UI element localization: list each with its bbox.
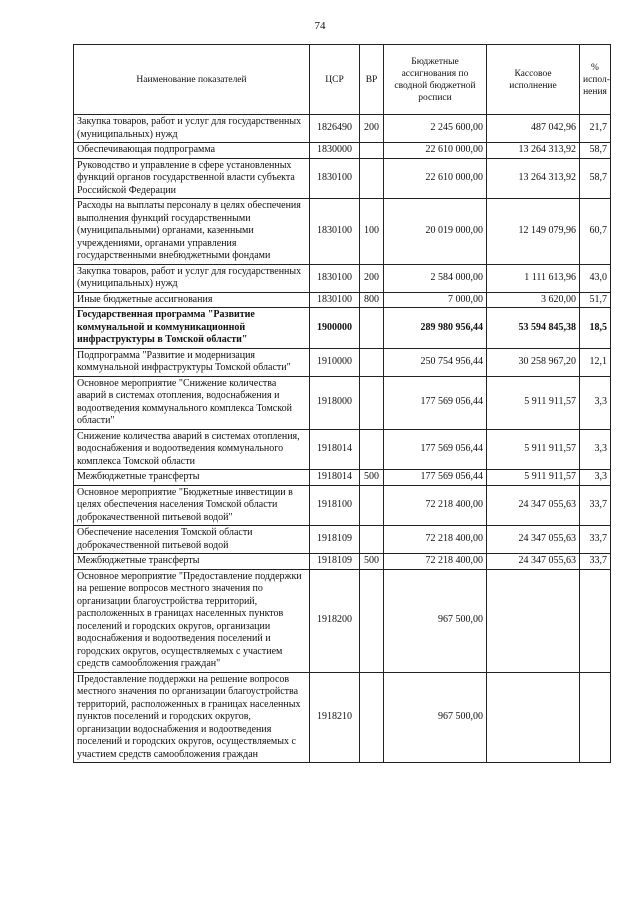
cell-csr: 1826490	[310, 115, 360, 143]
cell-cash: 13 264 313,92	[487, 158, 580, 199]
cell-csr: 1918100	[310, 485, 360, 526]
table-row	[74, 115, 611, 143]
column-header-csr: ЦСР	[310, 45, 360, 115]
cell-percent: 33,7	[580, 526, 611, 554]
cell-name: Обеспечивающая подпрограмма	[74, 143, 310, 159]
cell-budget: 177 569 056,44	[384, 470, 487, 486]
cell-vr	[360, 143, 384, 159]
table-body	[74, 115, 611, 763]
cell-budget: 72 218 400,00	[384, 554, 487, 570]
cell-csr: 1830100	[310, 264, 360, 292]
cell-vr	[360, 308, 384, 349]
cell-percent: 12,1	[580, 348, 611, 376]
cell-csr: 1918200	[310, 569, 360, 672]
cell-name: Обеспечение населения Томской области доброкачественной питьевой водой	[74, 526, 310, 554]
cell-budget: 2 245 600,00	[384, 115, 487, 143]
cell-cash: 24 347 055,63	[487, 554, 580, 570]
cell-budget: 20 019 000,00	[384, 199, 487, 265]
cell-name: Руководство и управление в сфере установленных функций органов государственной власти субъекта Российской Федерации	[74, 158, 310, 199]
cell-budget: 2 584 000,00	[384, 264, 487, 292]
cell-name: Расходы на выплаты персоналу в целях обеспечения выполнения функций государственными (муниципальными) органами, казенными учреждениями, органами управления государственными внебюджетными фондами	[74, 199, 310, 265]
cell-vr: 500	[360, 554, 384, 570]
cell-cash: 5 911 911,57	[487, 376, 580, 429]
cell-name: Межбюджетные трансферты	[74, 554, 310, 570]
table-header-row	[74, 45, 611, 115]
cell-name: Межбюджетные трансферты	[74, 470, 310, 486]
cell-cash	[487, 672, 580, 763]
cell-budget: 250 754 956,44	[384, 348, 487, 376]
cell-budget: 7 000,00	[384, 292, 487, 308]
cell-percent: 58,7	[580, 158, 611, 199]
cell-name: Иные бюджетные ассигнования	[74, 292, 310, 308]
cell-budget: 967 500,00	[384, 569, 487, 672]
cell-csr: 1918014	[310, 470, 360, 486]
cell-percent: 60,7	[580, 199, 611, 265]
cell-cash: 24 347 055,63	[487, 485, 580, 526]
cell-percent	[580, 569, 611, 672]
column-header-percent: % испол-нения	[580, 45, 611, 115]
cell-csr: 1830100	[310, 292, 360, 308]
column-header-budget: Бюджетные ассигнования по сводной бюджетной росписи	[384, 45, 487, 115]
cell-csr: 1918014	[310, 429, 360, 470]
cell-budget: 22 610 000,00	[384, 158, 487, 199]
cell-cash: 53 594 845,38	[487, 308, 580, 349]
cell-percent: 3,3	[580, 376, 611, 429]
table-row	[74, 158, 611, 199]
cell-percent: 58,7	[580, 143, 611, 159]
cell-cash: 5 911 911,57	[487, 429, 580, 470]
cell-name: Основное мероприятие "Предоставление поддержки на решение вопросов местного значения по организации благоустройства территорий, расположенных в границах населенных пунктов поселений и городских округов, организации водоснабжения и водоотведения поселений и городских округов, осуществляемых с участием средств самообложения граждан"	[74, 569, 310, 672]
cell-vr	[360, 569, 384, 672]
cell-budget: 177 569 056,44	[384, 376, 487, 429]
cell-budget: 967 500,00	[384, 672, 487, 763]
table-row	[74, 376, 611, 429]
cell-csr: 1830100	[310, 158, 360, 199]
table-row	[74, 199, 611, 265]
cell-vr	[360, 158, 384, 199]
cell-budget: 177 569 056,44	[384, 429, 487, 470]
cell-budget: 22 610 000,00	[384, 143, 487, 159]
page-number: 74	[314, 20, 326, 32]
table-row	[74, 526, 611, 554]
cell-cash: 487 042,96	[487, 115, 580, 143]
cell-percent: 21,7	[580, 115, 611, 143]
cell-csr: 1830000	[310, 143, 360, 159]
cell-percent: 33,7	[580, 554, 611, 570]
cell-percent	[580, 672, 611, 763]
cell-cash: 3 620,00	[487, 292, 580, 308]
cell-percent: 3,3	[580, 470, 611, 486]
table-row	[74, 429, 611, 470]
cell-vr	[360, 376, 384, 429]
column-header-name: Наименование показателей	[74, 45, 310, 115]
cell-cash	[487, 569, 580, 672]
cell-budget: 72 218 400,00	[384, 485, 487, 526]
cell-percent: 43,0	[580, 264, 611, 292]
table-row	[74, 292, 611, 308]
cell-vr: 200	[360, 264, 384, 292]
cell-name: Закупка товаров, работ и услуг для государственных (муниципальных) нужд	[74, 115, 310, 143]
budget-execution-table	[73, 44, 611, 763]
cell-vr	[360, 672, 384, 763]
cell-vr	[360, 348, 384, 376]
cell-cash: 5 911 911,57	[487, 470, 580, 486]
cell-csr: 1900000	[310, 308, 360, 349]
column-header-cash: Кассовое исполнение	[487, 45, 580, 115]
cell-name: Снижение количества аварий в системах отопления, водоснабжения и водоотведения коммунального комплекса Томской области	[74, 429, 310, 470]
cell-vr: 500	[360, 470, 384, 486]
cell-name: Закупка товаров, работ и услуг для государственных (муниципальных) нужд	[74, 264, 310, 292]
cell-cash: 30 258 967,20	[487, 348, 580, 376]
cell-cash: 1 111 613,96	[487, 264, 580, 292]
cell-budget: 289 980 956,44	[384, 308, 487, 349]
cell-percent: 18,5	[580, 308, 611, 349]
table-row	[74, 569, 611, 672]
cell-name: Основное мероприятие "Снижение количества аварий в системах отопления, водоснабжения и водоотведения коммунального комплекса Томской области"	[74, 376, 310, 429]
table-row	[74, 672, 611, 763]
cell-vr: 200	[360, 115, 384, 143]
cell-name: Предоставление поддержки на решение вопросов местного значения по организации благоустройства территорий, расположенных в границах населенных пунктов поселений и городских округов, организации водоснабжения и водоотведения поселений и городских округов, осуществляемых с участием средств самообложения граждан	[74, 672, 310, 763]
cell-name: Государственная программа "Развитие коммунальной и коммуникационной инфраструктуры в Томской области"	[74, 308, 310, 349]
cell-vr	[360, 485, 384, 526]
table-row	[74, 308, 611, 349]
cell-vr: 100	[360, 199, 384, 265]
cell-cash: 12 149 079,96	[487, 199, 580, 265]
cell-budget: 72 218 400,00	[384, 526, 487, 554]
cell-name: Основное мероприятие "Бюджетные инвестиции в целях обеспечения населения Томской области доброкачественной питьевой водой"	[74, 485, 310, 526]
cell-csr: 1918000	[310, 376, 360, 429]
table-row	[74, 264, 611, 292]
cell-csr: 1918109	[310, 526, 360, 554]
cell-percent: 51,7	[580, 292, 611, 308]
cell-vr: 800	[360, 292, 384, 308]
cell-vr	[360, 526, 384, 554]
cell-csr: 1830100	[310, 199, 360, 265]
table-row	[74, 485, 611, 526]
cell-cash: 13 264 313,92	[487, 143, 580, 159]
table-row	[74, 348, 611, 376]
table-row	[74, 470, 611, 486]
table-row	[74, 554, 611, 570]
cell-csr: 1910000	[310, 348, 360, 376]
cell-csr: 1918109	[310, 554, 360, 570]
cell-name: Подпрограмма "Развитие и модернизация коммунальной инфраструктуры Томской области"	[74, 348, 310, 376]
cell-csr: 1918210	[310, 672, 360, 763]
cell-percent: 3,3	[580, 429, 611, 470]
cell-cash: 24 347 055,63	[487, 526, 580, 554]
cell-vr	[360, 429, 384, 470]
table-row	[74, 143, 611, 159]
cell-percent: 33,7	[580, 485, 611, 526]
column-header-vr: ВР	[360, 45, 384, 115]
